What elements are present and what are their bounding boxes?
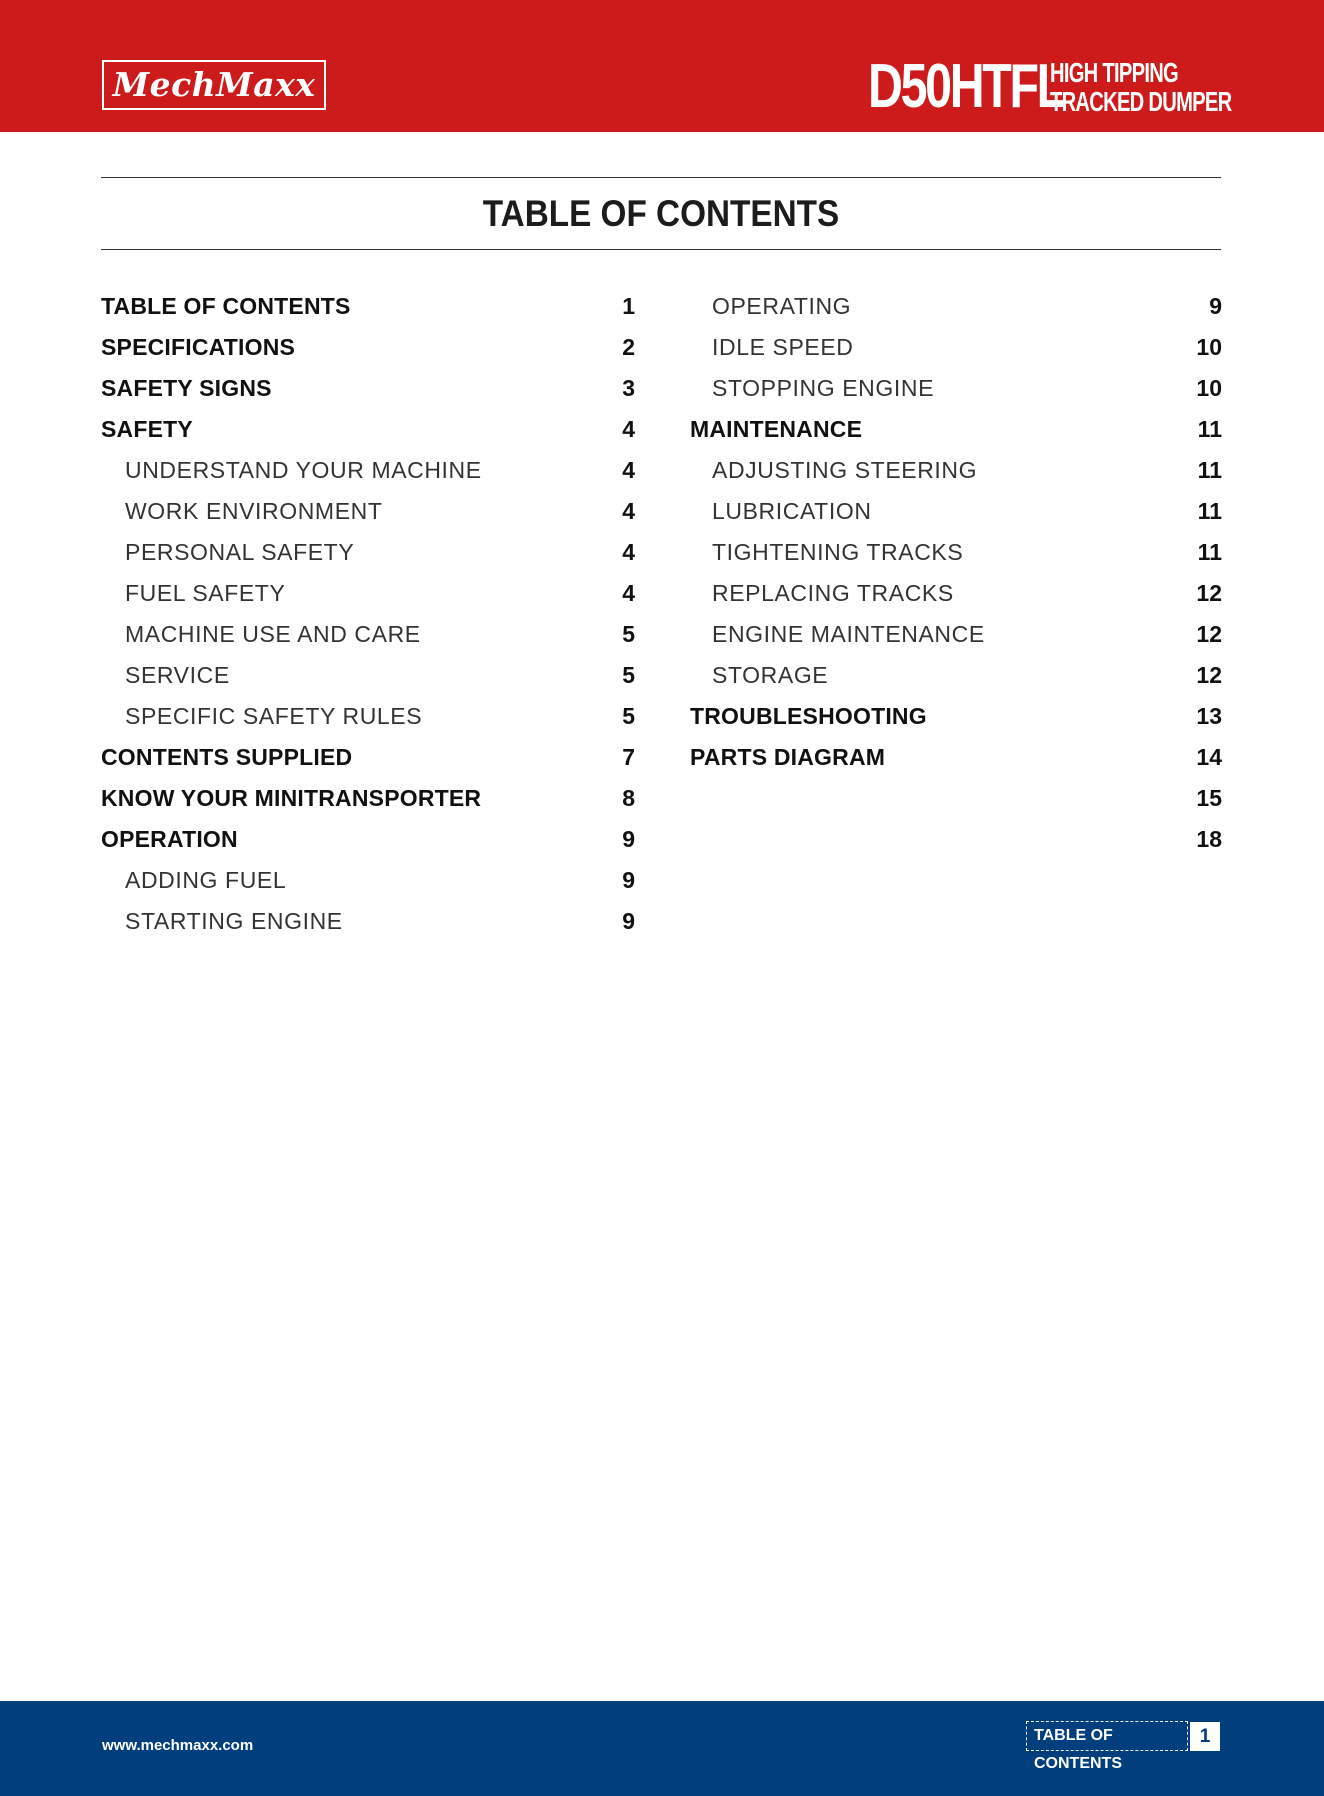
title-rule-top bbox=[101, 177, 1221, 178]
toc-entry[interactable] bbox=[101, 327, 635, 368]
toc-entry-label: FUEL SAFETY bbox=[125, 580, 286, 606]
toc-entry-label: SAFETY SIGNS bbox=[101, 375, 272, 401]
toc-entry-page: 11 bbox=[1197, 539, 1222, 565]
toc-entry-page: 13 bbox=[1196, 703, 1222, 729]
toc-entry-label: SPECIFIC SAFETY RULES bbox=[125, 703, 423, 729]
toc-entry-page: 4 bbox=[622, 580, 635, 606]
model-description-line2: TRACKED DUMPER bbox=[1050, 86, 1232, 117]
toc-entry[interactable] bbox=[101, 286, 635, 327]
footer-page-number: 1 bbox=[1190, 1722, 1220, 1751]
toc-entry[interactable] bbox=[101, 778, 635, 819]
toc-entry-page: 12 bbox=[1196, 621, 1222, 647]
toc-entry-page: 4 bbox=[622, 457, 635, 483]
toc-entry-label: SERVICE bbox=[125, 662, 230, 688]
toc-entry[interactable] bbox=[690, 614, 1222, 655]
toc-entry-page: 1 bbox=[622, 293, 635, 319]
toc-entry-label: STORAGE bbox=[712, 662, 829, 688]
toc-entry-label: CONTENTS SUPPLIED bbox=[101, 744, 353, 770]
footer-section-label: TABLE OF CONTENTS bbox=[1026, 1721, 1188, 1751]
toc-entry-label: STARTING ENGINE bbox=[125, 908, 343, 934]
toc-entry-label: TABLE OF CONTENTS bbox=[101, 293, 351, 319]
toc-entry-page: 11 bbox=[1197, 457, 1222, 483]
toc-entry[interactable] bbox=[101, 901, 635, 942]
toc-entry[interactable] bbox=[690, 491, 1222, 532]
toc-entry[interactable] bbox=[101, 573, 635, 614]
toc-entry-page: 9 bbox=[622, 826, 635, 852]
toc-entry-label: SAFETY bbox=[101, 416, 193, 442]
toc-entry-page: 5 bbox=[622, 662, 635, 688]
toc-entry-page: 5 bbox=[622, 703, 635, 729]
toc-entry-page: 15 bbox=[1196, 785, 1222, 811]
toc-entry[interactable] bbox=[101, 696, 635, 737]
toc-entry-label: PARTS DIAGRAM bbox=[690, 744, 886, 770]
toc-entry[interactable] bbox=[101, 860, 635, 901]
toc-entry-page: 12 bbox=[1196, 580, 1222, 606]
model-description bbox=[1050, 58, 1231, 116]
toc-entry-page: 4 bbox=[622, 498, 635, 524]
toc-entry-label: KNOW YOUR MINITRANSPORTER bbox=[101, 785, 482, 811]
toc-entry-label: TROUBLESHOOTING bbox=[690, 703, 927, 729]
toc-entry[interactable] bbox=[690, 778, 1222, 819]
toc-entry-label: ADJUSTING STEERING bbox=[712, 457, 978, 483]
model-description-line1: HIGH TIPPING bbox=[1050, 57, 1179, 88]
toc-entry-label: TIGHTENING TRACKS bbox=[712, 539, 964, 565]
toc-entry-label: PERSONAL SAFETY bbox=[125, 539, 355, 565]
toc-entry[interactable] bbox=[101, 368, 635, 409]
toc-entry-page: 5 bbox=[622, 621, 635, 647]
toc-entry-page: 4 bbox=[622, 416, 635, 442]
toc-entry-page: 12 bbox=[1196, 662, 1222, 688]
toc-entry-page: 4 bbox=[622, 539, 635, 565]
page-header bbox=[0, 0, 1324, 132]
toc-entry[interactable] bbox=[690, 450, 1222, 491]
toc-entry-label: REPLACING TRACKS bbox=[712, 580, 954, 606]
title-rule-bottom bbox=[101, 249, 1221, 250]
toc-entry[interactable] bbox=[101, 450, 635, 491]
toc-entry[interactable] bbox=[101, 491, 635, 532]
toc-column-right bbox=[690, 286, 1222, 860]
toc-entry[interactable] bbox=[690, 655, 1222, 696]
toc-entry-label: ENGINE MAINTENANCE bbox=[712, 621, 985, 647]
toc-entry[interactable] bbox=[690, 696, 1222, 737]
toc-entry-page: 11 bbox=[1197, 498, 1222, 524]
toc-entry-page: 10 bbox=[1196, 334, 1222, 360]
toc-entry-page: 3 bbox=[622, 375, 635, 401]
toc-entry[interactable] bbox=[690, 819, 1222, 860]
toc-entry[interactable] bbox=[690, 737, 1222, 778]
toc-entry-label: SPECIFICATIONS bbox=[101, 334, 296, 360]
toc-entry-page: 11 bbox=[1197, 416, 1222, 442]
toc-entry[interactable] bbox=[690, 286, 1222, 327]
toc-entry[interactable] bbox=[690, 532, 1222, 573]
toc-entry-label: MAINTENANCE bbox=[690, 416, 863, 442]
toc-entry-page: 14 bbox=[1196, 744, 1222, 770]
toc-entry[interactable] bbox=[690, 327, 1222, 368]
toc-entry[interactable] bbox=[690, 409, 1222, 450]
toc-entry-label: IDLE SPEED bbox=[712, 334, 854, 360]
toc-entry-label: OPERATION bbox=[101, 826, 238, 852]
toc-entry-page: 2 bbox=[622, 334, 635, 360]
toc-entry-label: MACHINE USE AND CARE bbox=[125, 621, 421, 647]
toc-entry[interactable] bbox=[101, 409, 635, 450]
toc-entry[interactable] bbox=[101, 614, 635, 655]
toc-column-left bbox=[101, 286, 635, 942]
toc-entry-page: 10 bbox=[1196, 375, 1222, 401]
toc-entry-page: 7 bbox=[622, 744, 635, 770]
toc-entry[interactable] bbox=[101, 655, 635, 696]
toc-entry[interactable] bbox=[101, 737, 635, 778]
toc-entry-label: STOPPING ENGINE bbox=[712, 375, 935, 401]
website-link[interactable]: www.mechmaxx.com bbox=[102, 1737, 254, 1754]
toc-entry-label: OPERATING bbox=[712, 293, 852, 319]
toc-entry-label: LUBRICATION bbox=[712, 498, 872, 524]
page-footer bbox=[0, 1701, 1324, 1796]
toc-entry-page: 9 bbox=[622, 867, 635, 893]
toc-entry-label: UNDERSTAND YOUR MACHINE bbox=[125, 457, 482, 483]
toc-entry-label: WORK ENVIRONMENT bbox=[125, 498, 383, 524]
toc-entry[interactable] bbox=[101, 819, 635, 860]
toc-entry-page: 9 bbox=[622, 908, 635, 934]
toc-entry[interactable] bbox=[690, 368, 1222, 409]
toc-entry-label: ADDING FUEL bbox=[125, 867, 287, 893]
toc-entry[interactable] bbox=[101, 532, 635, 573]
page-title: TABLE OF CONTENTS bbox=[482, 193, 840, 234]
toc-entry-page: 8 bbox=[622, 785, 635, 811]
toc-entry[interactable] bbox=[690, 573, 1222, 614]
model-number: D50HTFL bbox=[868, 52, 1064, 121]
mechmaxx-logo: MechMaxx bbox=[102, 60, 326, 110]
toc-entry-page: 9 bbox=[1209, 293, 1222, 319]
toc-entry-page: 18 bbox=[1196, 826, 1222, 852]
